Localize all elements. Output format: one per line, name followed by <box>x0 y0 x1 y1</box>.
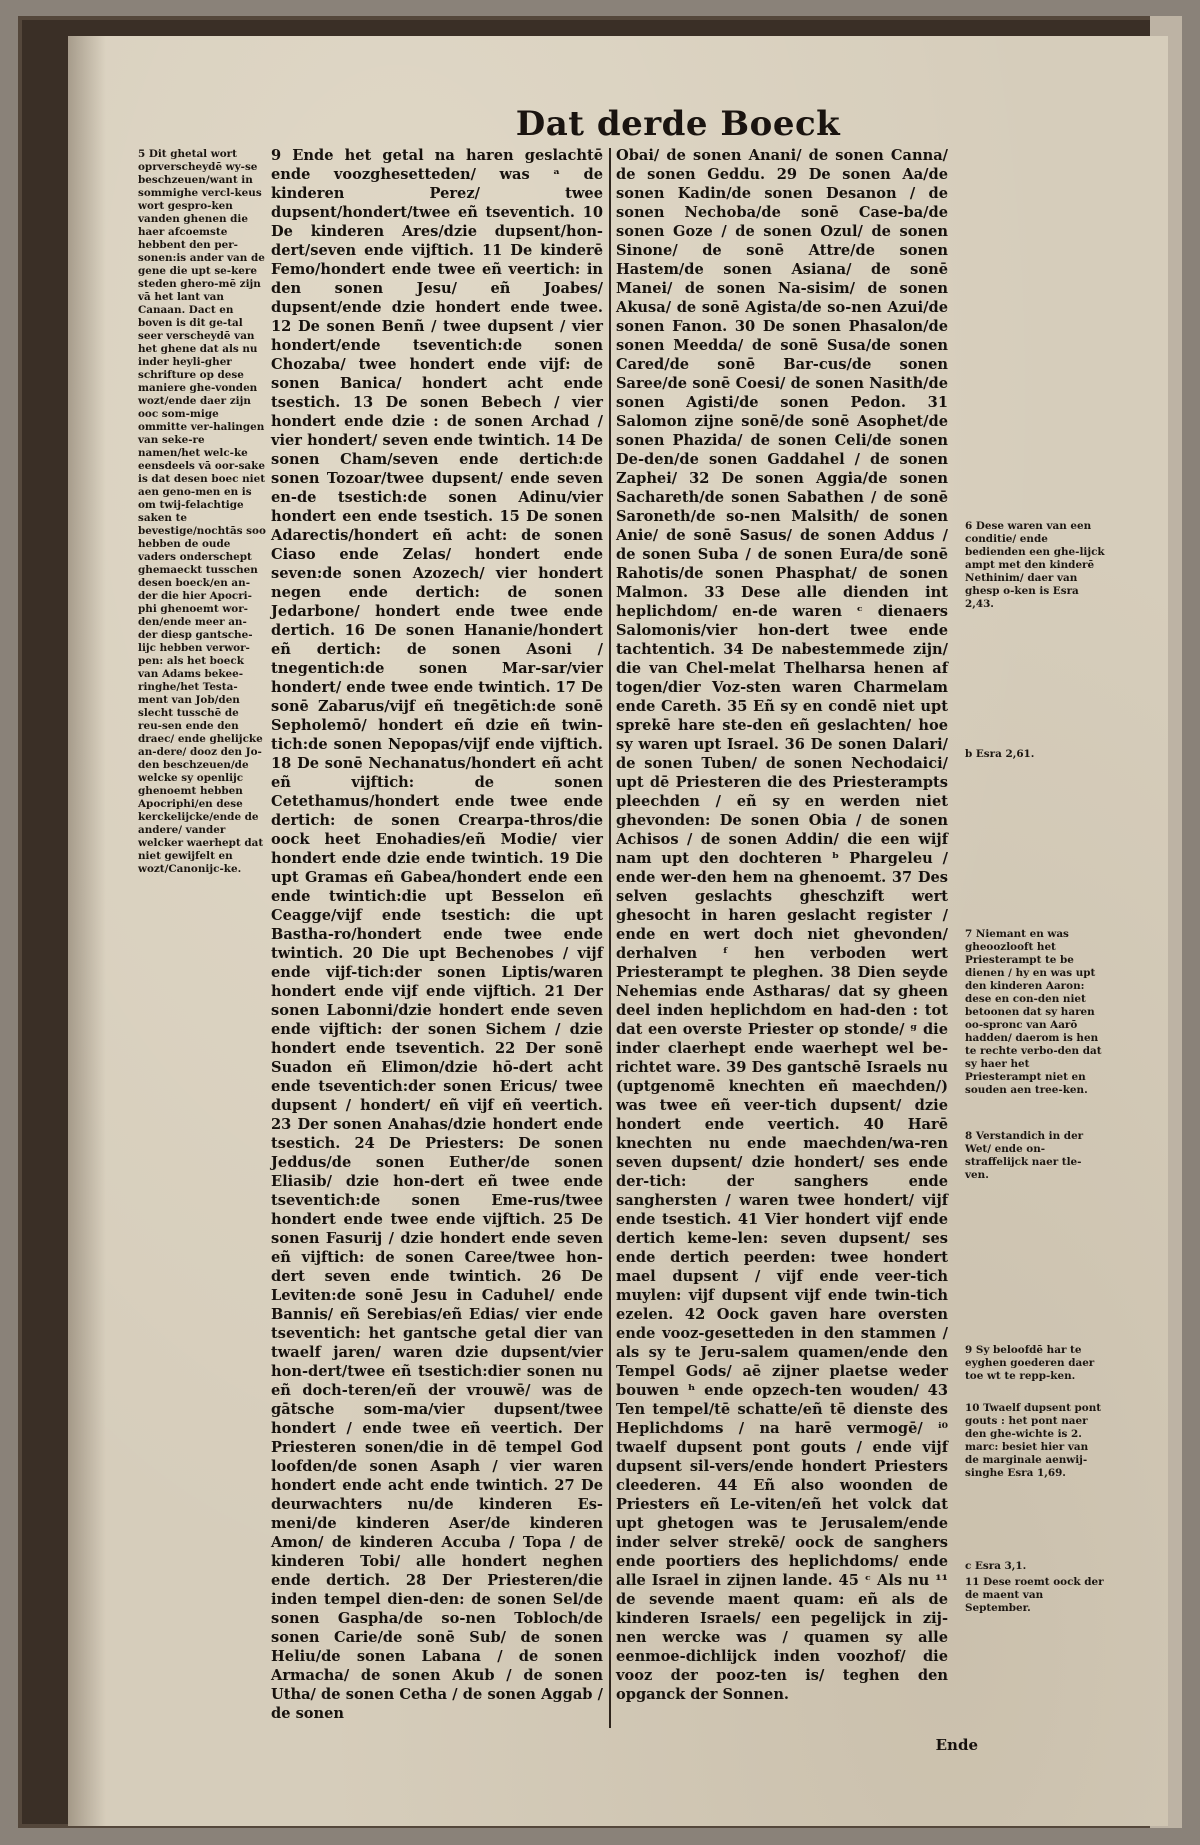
margin-note-c: c Esra 3,1. <box>965 1560 1027 1572</box>
left-column <box>271 146 603 1723</box>
margin-note-10: 10 Twaelf dupsent pont gouts : het pont naer den ghe-wichte is 2. marc: besiet hier van de marginale aenwij-singhe Esra 1,69. <box>965 1402 1102 1479</box>
margin-note-8: 8 Verstandich in der Wet/ ende on-straffelijck naer tle-ven. <box>965 1130 1084 1181</box>
margin-note-9: 9 Sy beloofdē har te eyghen goederen daer toe wt te repp-ken. <box>965 1344 1095 1382</box>
margin-note-6: 6 Dese waren van een conditie/ ende bedienden een ghe-lijck ampt met den kinderē Nethinim/ daer van ghesp o-ken is Esra 2,43. <box>965 520 1105 610</box>
margin-note-11: 11 Dese roemt oock der de maent van September. <box>965 1576 1104 1614</box>
left-margin-note: 5 Dit ghetal wort oprverscheydē wy-se beschzeuen/want in sommighe vercl-keus wort gespro-ken vanden ghenen die haer afcoemste hebbent den per-sonen:is ander van de gene die upt se-kere steden ghero-mē zijn vā het lant van Canaan. Dact en boven is dit ge-tal seer verscheydē van het ghene dat als nu inder heyli-gher schrifture op dese maniere ghe-vonden wozt/ende daer zijn ooc som-mige ommitte ver-halingen van seke-re namen/het welc-ke eensdeels vā oor-sake is dat desen boec niet aen geno-men en is om twij-felachtige saken te bevestige/nochtās soo hebben de oude vaders onderschept ghemaeckt tusschen desen boeck/en an-der die hier Apocri-phi ghenoemt wor-den/ende meer an-der diesp gantsche-lijc hebben verwor-pen: als het boeck van Adams bekee-ringhe/het Testa-ment van Job/den slecht tusschē de reu-sen ende den draec/ ende ghelijcke an-dere/ dooz den Jo-den beschzeuen/de welcke sy openlijc ghenoemt hebben Apocriphi/en dese kerckelijcke/ende de andere/ vander welcker waerhept dat niet gewijfelt en wozt/Canonijc-ke. <box>138 148 266 875</box>
margin-note-b: b Esra 2,61. <box>965 748 1035 760</box>
left-column-text: 9 Ende het getal na haren geslachtē ende voozghesetteden/ was ᵃ de kinderen Perez/ twee dupsent/hondert/twee eñ tseventich. 10 De kinderen Ares/dzie dupsent/hon-dert/seven ende vijftich. 11 De kinderē Femo/hondert ende twee eñ veertich: in den sonen Jesu/ eñ Joabes/ dupsent/ende dzie hondert ende twee. 12 De sonen Benñ / twee dupsent / vier hondert/ende tseventich:de sonen Chozaba/ twee hondert ende vijf: de sonen Banica/ hondert acht ende tsestich. 13 De sonen Bebech / vier hondert ende dzie : de sonen Archad / vier hondert/ seven ende twintich. 14 De sonen Cham/seven ende dertich:de sonen Tozoar/twee dupsent/ ende seven en-de tsestich:de sonen Adinu/vier hondert een ende tsestich. 15 De sonen Adarectis/hondert eñ acht: de sonen Ciaso ende Zelas/ hondert ende seven:de sonen Azozech/ vier hondert negen ende dertich: de sonen Jedarbone/ hondert ende twee ende dertich. 16 De sonen Hananie/hondert eñ dertich: de sonen Asoni / tnegentich:de sonen Mar-sar/vier hondert/ ende twee ende twintich. 17 De sonē Zabarus/vijf eñ tnegētich:de sonē Sepholemō/ hondert eñ dzie eñ twin-tich:de sonen Nepopas/vijf ende vijftich. 18 De sonē Nechanatus/hondert eñ acht eñ vijftich: de sonen Cetethamus/hondert ende twee ende dertich: de sonen Crearpa-thros/die oock heet Enohadies/eñ Modie/ vier hondert ende dzie ende twintich. 19 Die upt Gramas eñ Gabea/hondert ende een ende twintich:die upt Besselon eñ Ceagge/vijf ende tsestich: die upt Bastha-ro/hondert ende twee ende twintich. 20 Die upt Bechenobes / vijf ende vijf-tich:der sonen Liptis/waren hondert ende vijf ende vijftich. 21 Der sonen Labonni/dzie hondert ende seven ende vijftich: der sonen Sichem / dzie hondert ende tseventich. 22 Der sonē Suadon eñ Elimon/dzie hō-dert acht ende tseventich:der sonen Ericus/ twee dupsent / hondert/ eñ vijf eñ veertich. 23 Der sonen Anahas/dzie hondert ende tsestich. 24 De Priesters: De sonen Jeddus/de sonen Euther/de sonen Eliasib/ dzie hon-dert eñ twee ende tseventich:de sonen Eme-rus/twee hondert ende twee ende vijftich. 25 De sonen Fasurij / dzie hondert ende seven eñ vijftich: de sonen Caree/twee hon-dert seven ende twintich. 26 De Leviten:de sonē Jesu in Caduhel/ ende Bannis/ eñ Serebias/eñ Edias/ vier ende tseventich: het gantsche getal dier van twaelf jaren/ waren dzie dupsent/vier hon-dert/twee eñ tsestich:dier sonen nu eñ doch-teren/eñ der vrouwē/ was de gātsche som-ma/vier dupsent/twee hondert / ende twee eñ veertich. Der Priesteren sonen/die in dē tempel God loofden/de sonen Asaph / vier waren hondert ende acht ende twintich. 27 De deurwachters nu/de kinderen Es-meni/de kinderen Aser/de kinderen Amon/ de kinderen Accuba / Topa / de kinderen Tobi/ alle hondert neghen ende dertich. 28 Der Priesteren/die inden tempel dien-den: de sonen Sel/de sonen Gaspha/de so-nen Tobloch/de sonen Carie/de sonē Sub/ de sonen Heliu/de sonen Labana / de sonen Armacha/ de sonen Akub / de sonen Utha/ de sonen Cetha / de sonen Aggab / de sonen <box>271 147 603 1722</box>
running-head: Dat derde Boeck <box>515 104 841 144</box>
right-column-text: Obai/ de sonen Anani/ de sonen Canna/ de sonen Geddu. 29 De sonen Aa/de sonen Kadin/de sonen Desanon / de sonen Nechoba/de sonē Case-ba/de sonen Goze / de sonen Ozul/ de sonen Sinone/ de sonē Attre/de sonen Hastem/de sonen Asiana/ de sonē Manei/ de sonen Na-sisim/ de sonen Akusa/ de sonē Agista/de so-nen Azui/de sonen Fanon. 30 De sonen Phasalon/de sonen Meedda/ de sonē Susa/de sonen Cared/de sonē Bar-cus/de sonen Saree/de sonē Coesi/ de sonen Nasith/de sonen Agisti/de sonen Pedon. 31 Salomon zijne sonē/de sonē Asophet/de sonen Phazida/ de sonen Celi/de sonen De-den/de sonen Gaddahel / de sonen Zaphei/ 32 De sonen Aggia/de sonen Sachareth/de sonen Sabathen / de sonē Saroneth/de so-nen Malsith/ de sonen Anie/ de sonē Sasus/ de sonen Addus / de sonen Suba / de sonen Eura/de sonē Rahotis/de sonen Phasphat/ de sonen Malmon. 33 Dese alle dienden int heplichdom/ en-de waren ᶜ dienaers Salomonis/vier hon-dert twee ende tachtentich. 34 De nabestemmede zijn/ die van Chel-melat Thelharsa henen af togen/dier Voz-sten waren Charmelam ende Careth. 35 Eñ sy en condē niet upt sprekē hare ste-den eñ geslachten/ hoe sy waren upt Israel. 36 De sonen Dalari/ de sonen Tuben/ de sonen Nechodaici/ upt dē Priesteren die des Priesterampts pleechden / eñ sy en werden niet ghevonden: De sonen Obia / de sonen Achisos / de sonen Addin/ die een wijf nam upt den dochteren ᵇ Phargeleu / ende wer-den hem na ghenoemt. 37 Des selven geslachts gheschzift wert ghesocht in haren geslacht register / ende en wert doch niet ghevonden/ derhalven ᶠ hen verboden wert Priesterampt te pleghen. 38 Dien seyde Nehemias ende Astharas/ dat sy gheen deel inden heplichdom en had-den : tot dat een overste Priester op stonde/ ᵍ die inder claerhept ende waerhept wel be-richtet ware. 39 Des gantschē Israels nu (uptgenomē knechten eñ maechden/) was twee eñ veer-tich dupsent/ dzie hondert ende veertich. 40 Harē knechten nu ende maechden/wa-ren seven dupsent/ dzie hondert/ ses ende der-tich: der sanghers ende sanghersten / waren twee hondert/ vijf ende tsestich. 41 Vier hondert vijf ende dertich keme-len: seven dupsent/ ses ende dertich peerden: twee hondert mael dupsent / vijf ende veer-tich muylen: vijf dupsent vijf ende twin-tich ezelen. 42 Oock gaven hare oversten ende vooz-gesetteden in den stammen / als sy te Jeru-salem quamen/ende den Tempel Gods/ aē zijner plaetse weder bouwen ʰ ende opzech-ten wouden/ 43 Ten tempel/tē schatte/eñ tē dienste des Heplichdoms / na harē vermogē/ ⁱ⁰ twaelf dupsent pont gouts / ende vijf dupsent sil-vers/ende hondert Priesters cleederen. 44 Eñ also woonden de Priesters eñ Le-viten/eñ het volck dat upt ghetogen was te Jerusalem/ende inder selver strekē/ oock de sanghers ende poortiers des heplichdoms/ ende alle Israel in zijnen lande. 45 ᶜ Als nu ¹¹ de sevende maent quam: eñ als de kinderen Israels/ een pegelijck in zij-nen wercke was / quamen sy alle eenmoe-dichlijck inden voozhof/ die vooz der pooz-ten is/ teghen den opganck der Sonnen. <box>616 147 948 1703</box>
catchword: Ende <box>935 1736 978 1754</box>
column-rule <box>609 148 611 1728</box>
margin-note-7: 7 Niemant en was gheoozlooft het Priesterampt te be dienen / hy en was upt den kinderen Aaron: dese en con-den niet betoonen dat sy haren oo-spronc van Aarō hadden/ daerom is hen te rechte verbo-den dat sy haer het Priesterampt niet en souden aen tree-ken. <box>965 928 1102 1096</box>
page-gutter <box>68 36 106 1826</box>
right-column <box>616 146 948 1704</box>
book-page <box>68 36 1168 1826</box>
